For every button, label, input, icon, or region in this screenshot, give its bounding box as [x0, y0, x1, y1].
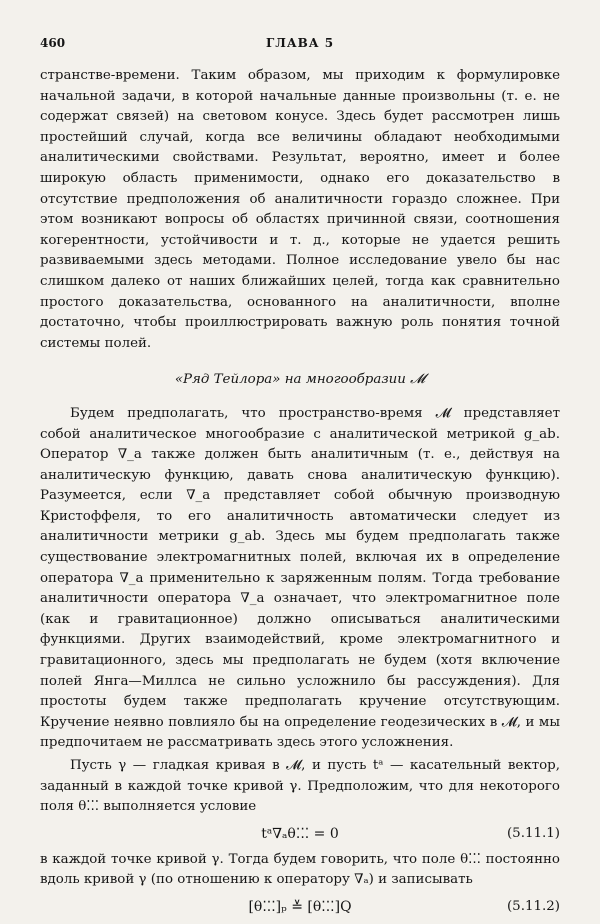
paragraph-analytic-manifold: Будем предполагать, что пространство-время 𝓜 представляет собой аналитическое многообразие с аналитической метрикой g_ab. Оператор ∇_a также должен быть аналитичным (т. е., действуя на аналитическую функцию, давать снова аналитическую функцию). Разумеется, если ∇_a представляет собой обычную производную Кристоффеля, то его аналитичность автоматически следует из аналитичности метрики g_ab. Здесь мы будем предполагать также существование электромагнитных полей, включая их в определение оператора ∇_a применительно к заряженным полям. Тогда требование аналитичности оператора ∇_a означает, что электромагнитное поле (как и гравитационное) должно описываться аналитическими функциями. Других взаимодействий, кроме электромагнитного и гравитационного, здесь мы предполагать не будем (хотя включение полей Янга—Миллса не сильно усложнило бы рассуждения). Для простоты будем также предполагать кручение отсутствующим. Кручение неявно повлияло бы на определение геодезических в 𝓜, и мы предпочитаем не рассматривать здесь этого усложнения.	[40, 405, 560, 751]
paragraph-constant-along-curve: в каждой точке кривой γ. Тогда будем говорить, что поле θ⁚⁚⁚ постоянно вдоль кривой γ (по отношению к оператору ∇ₐ) и записывать	[40, 851, 560, 888]
paragraph-curve: Пусть γ — гладкая кривая в 𝓜, и пусть tᵃ — касательный вектор, заданный в каждой точке кривой γ. Предположим, что для некоторого поля θ⁚⁚⁚ выполняется условие	[40, 758, 560, 815]
equation-number: (5.11.1)	[506, 825, 560, 841]
equation-formula: [θ⁚⁚⁚]ₚ ≚ [θ⁚⁚⁚]Q	[248, 898, 352, 915]
equation-5-11-1	[40, 818, 560, 850]
chapter-title: ГЛАВА 5	[265, 36, 335, 50]
equation-5-11-2	[40, 891, 560, 923]
equation-number: (5.11.2)	[506, 898, 560, 914]
page-number: 460	[40, 36, 66, 50]
page-body	[40, 66, 560, 923]
section-heading: «Ряд Тейлора» на многообразии 𝓜	[174, 372, 426, 388]
paragraph-continuation: странстве-времени. Таким образом, мы приходим к формулировке начальной задачи, в которой начальные данные произвольны (т. е. не содержат связей) на световом конусе. Здесь будет рассмотрен лишь простейший случай, когда все величины обладают необходимыми аналитическими свойствами. Результат, вероятно, имеет и более широкую область применимости, однако его доказательство в отсутствие предположения об аналитичности гораздо сложнее. При этом возникают вопросы об областях причинной связи, соотношения когерентности, устойчивости и т. д., которые не удается решить развиваемыми здесь методами. Полное исследование увело бы нас слишком далеко от наших ближайших целей, тогда как сравнительно простого доказательства, основанного на аналитичности, вполне достаточно, чтобы проиллюстрировать важную роль понятия точной системы полей.	[40, 68, 560, 351]
page-header	[40, 36, 560, 56]
equation-formula: tᵃ∇ₐθ⁚⁚⁚ = 0	[261, 825, 339, 842]
